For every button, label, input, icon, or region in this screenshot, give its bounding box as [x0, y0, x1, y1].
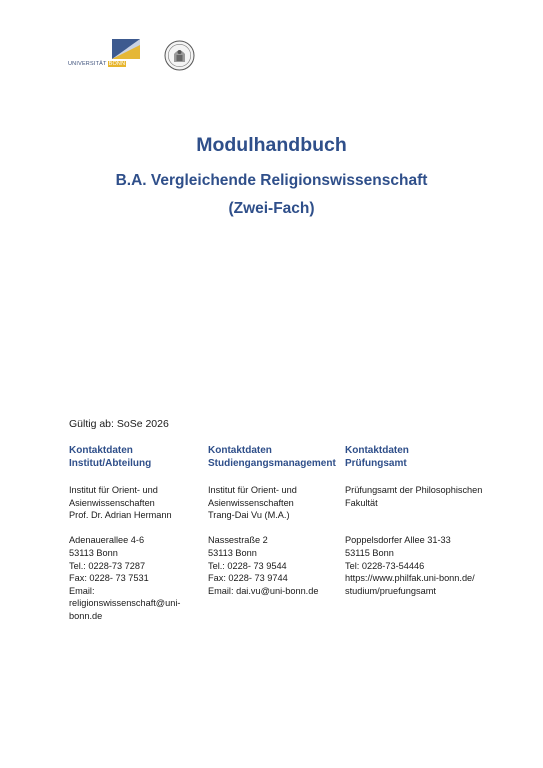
- program-name: B.A. Vergleichende Religionswissenschaft: [115, 172, 428, 189]
- address-line: Nassestraße 2: [208, 535, 268, 546]
- logo-university-text: UNIVERSITÄT: [68, 61, 107, 67]
- fax-line: Fax: 0228- 73 7531: [69, 573, 149, 584]
- contact-line: Institut für Orient- und: [69, 485, 158, 495]
- contact-column-program-management: [208, 444, 336, 597]
- address-line: 53113 Bonn: [208, 547, 257, 558]
- university-logo-mark-icon: [112, 39, 140, 59]
- heading-line-1: Kontaktdaten: [69, 445, 133, 456]
- contact-column-exam-office: [345, 444, 505, 597]
- contact-line: Institut für Orient- und: [208, 485, 297, 495]
- address-line: 53113 Bonn: [69, 547, 118, 558]
- heading-line-1: Kontaktdaten: [345, 445, 409, 456]
- email-line[interactable]: Email: dai.vu@uni-bonn.de: [208, 585, 319, 596]
- fax-line: Fax: 0228- 73 9744: [208, 573, 288, 584]
- contact-column-institute: [69, 444, 197, 623]
- email-label: Email:: [69, 585, 95, 596]
- contact-line: Prüfungsamt der Philosophischen: [345, 485, 483, 495]
- university-seal-icon: [164, 40, 195, 71]
- website-link[interactable]: https://www.philfak.uni-bonn.de/: [345, 573, 475, 584]
- contact-heading: [345, 444, 505, 470]
- address-line: 53115 Bonn: [345, 547, 394, 558]
- phone-line: Tel.: 0228-73 7287: [69, 560, 146, 571]
- contact-heading: [208, 444, 336, 470]
- contact-line: [345, 509, 505, 522]
- document-title: Modulhandbuch: [196, 134, 347, 156]
- website-link[interactable]: studium/pruefungsamt: [345, 585, 436, 596]
- heading-line-2: Institut/Abteilung: [69, 458, 152, 469]
- validity-date: Gültig ab: SoSe 2026: [69, 418, 169, 430]
- email-line[interactable]: religionswissenschaft@uni-: [69, 598, 181, 609]
- logo-wordmark: [68, 61, 126, 67]
- contact-line: Trang-Dai Vu (M.A.): [208, 510, 290, 521]
- contact-line: Asienwissenschaften: [208, 497, 294, 508]
- phone-line: Tel.: 0228- 73 9544: [208, 560, 287, 571]
- heading-line-2: Studiengangsmanagement: [208, 458, 336, 469]
- program-type: (Zwei-Fach): [228, 200, 315, 217]
- address-line: Adenauerallee 4-6: [69, 535, 145, 546]
- contact-line: Asienwissenschaften: [69, 497, 155, 508]
- phone-line: Tel: 0228-73-54446: [345, 560, 425, 571]
- contact-line: Prof. Dr. Adrian Hermann: [69, 510, 172, 521]
- logo-bonn-text: BONN: [108, 61, 126, 67]
- email-line[interactable]: bonn.de: [69, 610, 103, 621]
- heading-line-1: Kontaktdaten: [208, 445, 272, 456]
- contact-line: Fakultät: [345, 497, 378, 508]
- address-line: Poppelsdorfer Allee 31-33: [345, 535, 451, 546]
- heading-line-2: Prüfungsamt: [345, 458, 407, 469]
- contact-heading: [69, 444, 197, 470]
